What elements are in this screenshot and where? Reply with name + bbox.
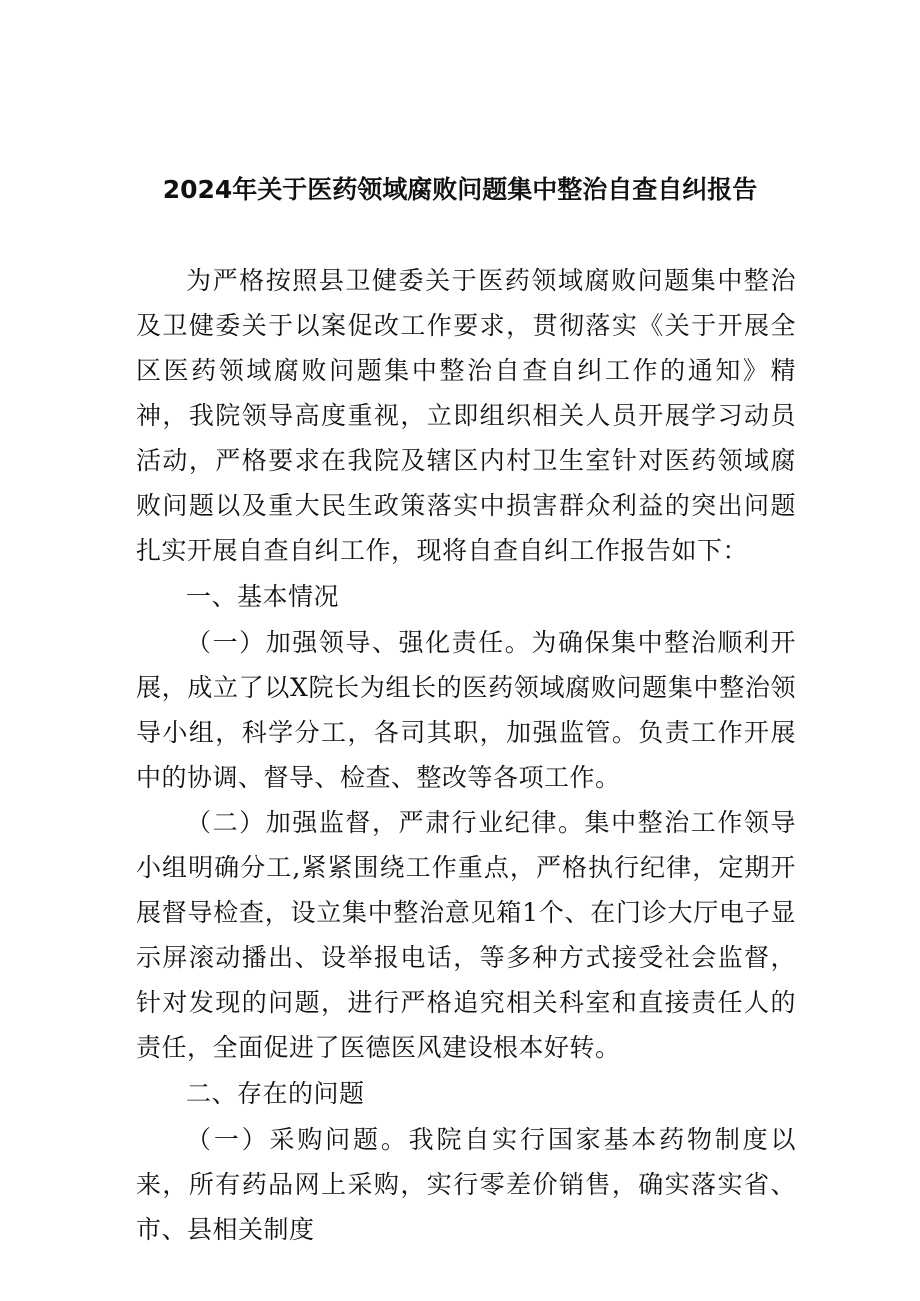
paragraph-strengthen-leadership: （一）加强领导、强化责任。为确保集中整治顺利开展，成立了以X院长为组长的医药领域腐败问题集中整治领导小组，科学分工，各司其职，加强监管。负责工作开展中的协调、督导、检查、整改等各项工作。 [136,628,796,792]
paragraph-procurement-problem: （一）采购问题。我院自实行国家基本药物制度以来，所有药品网上采购，实行零差价销售，确实落实省、市、县相关制度 [136,1125,796,1244]
intro-paragraph: 为严格按照县卫健委关于医药领域腐败问题集中整治及卫健委关于以案促改工作要求，贯彻落实《关于开展全区医药领域腐败问题集中整治自查自纠工作的通知》精神，我院领导高度重视，立即组织相关人员开展学习动员活动，严格要求在我院及辖区内村卫生室针对医药领域腐败问题以及重大民生政策落实中损害群众利益的突出问题扎实开展自查自纠工作，现将自查自纠工作报告如下： [136,266,796,565]
section-heading-basic-situation: 一、基本情况 [186,582,340,611]
document-title: 2024年关于医药领域腐败问题集中整治自查自纠报告 [162,175,758,204]
document-body [136,258,796,1252]
paragraph-strengthen-supervision: （二）加强监督，严肃行业纪律。集中整治工作领导小组明确分工,紧紧围绕工作重点，严格执行纪律，定期开展督导检查，设立集中整治意见箱1个、在门诊大厅电子显示屏滚动播出、设举报电话，等多种方式接受社会监督，针对发现的问题，进行严格追究相关科室和直接责任人的责任，全面促进了医德医风建设根本好转。 [136,808,796,1062]
section-heading-existing-problems: 二、存在的问题 [186,1079,365,1108]
